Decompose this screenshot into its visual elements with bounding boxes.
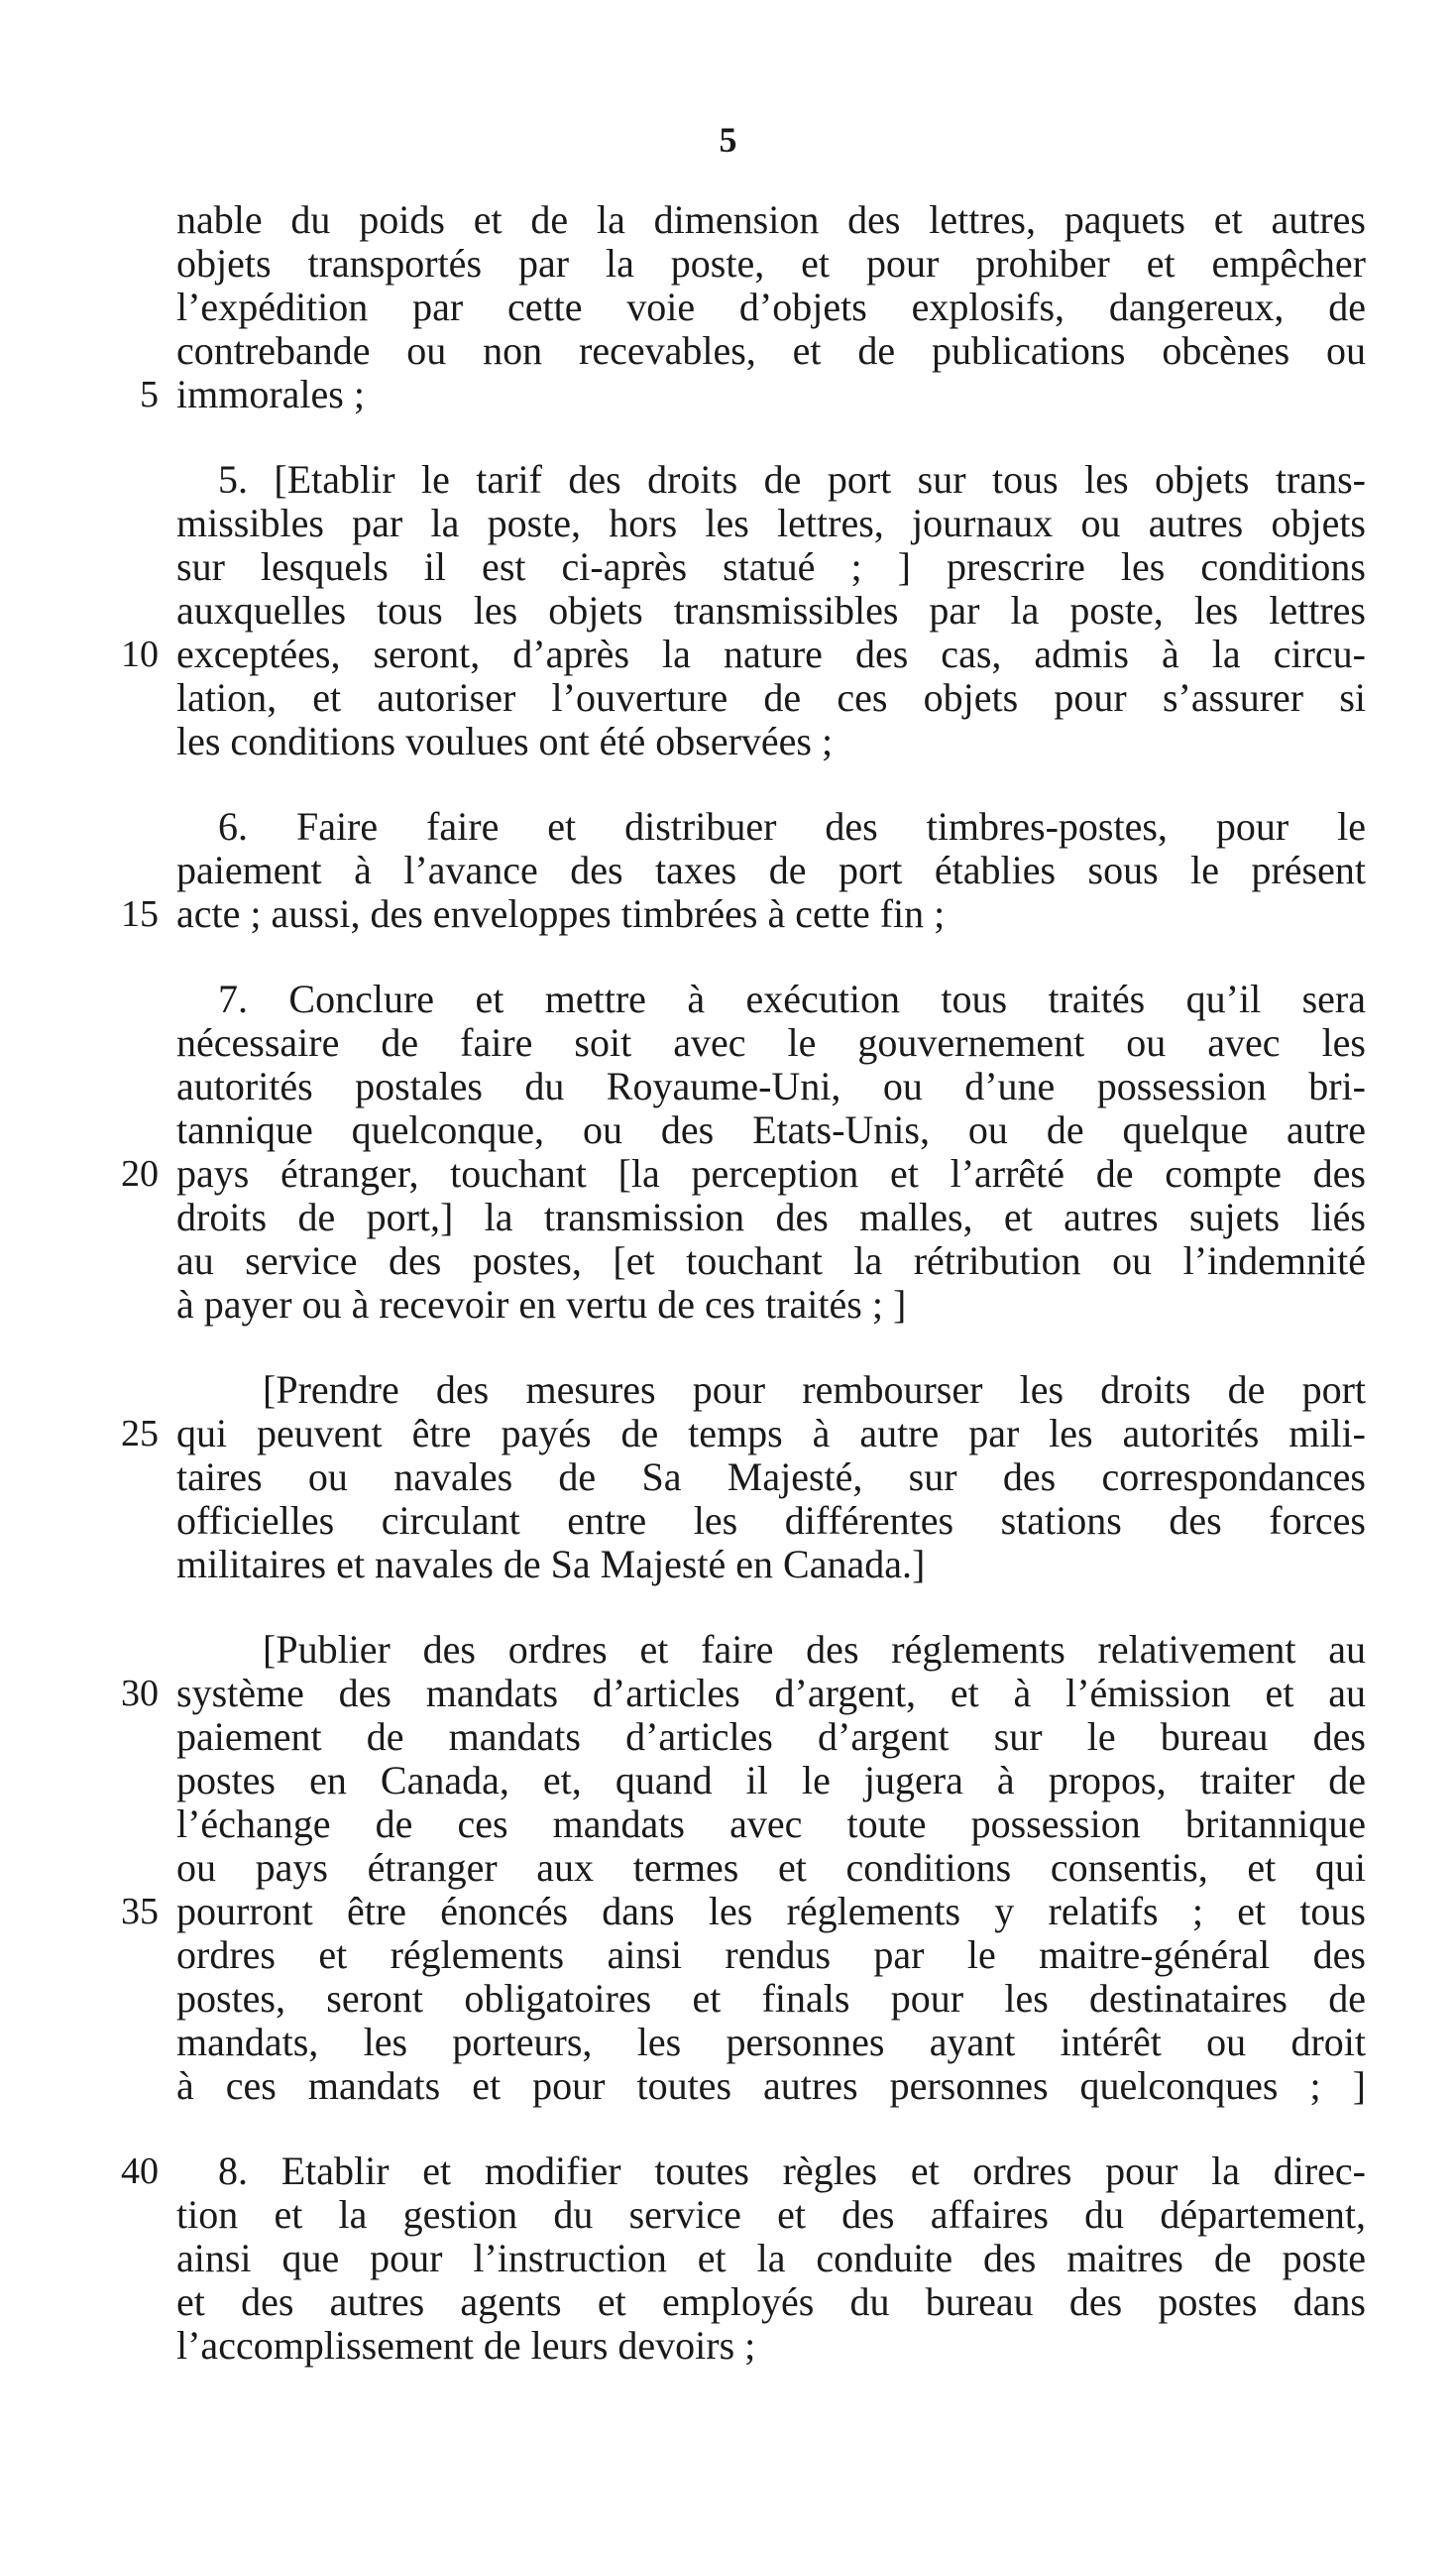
text-line: auxquelles tous les objets transmissibles par la poste, les lettres [176,588,1366,633]
text-line: sur lesquels il est ci-après statué ; ] prescrire les conditions [176,544,1366,589]
text-line: officielles circulant entre les différentes stations des forces [176,1498,1366,1543]
text-line: 6. Faire faire et distribuer des timbres-postes, pour le [218,804,1366,849]
text-line: pays étranger, touchant [la perception et l’arrêté de compte des [176,1151,1366,1196]
line-number: 20 [121,1153,159,1195]
line-number: 40 [121,2150,159,2192]
text-line: [Prendre des mesures pour rembourser les droits de port [263,1367,1366,1412]
text-line: ainsi que pour l’instruction et la conduite des maitres de poste [176,2236,1366,2280]
line-number: 35 [121,1891,159,1932]
line-number: 25 [121,1413,159,1454]
text-line: missibles par la poste, hors les lettres, journaux ou autres objets [176,501,1366,545]
line-number: 10 [121,634,159,675]
text-line: 7. Conclure et mettre à exécution tous traités qu’il sera [218,977,1366,1021]
text-line: et des autres agents et employés du bureau des postes dans [176,2279,1366,2324]
text-line: postes, seront obligatoires et finals pour les destinataires de [176,1976,1366,2021]
text-line: exceptées, seront, d’après la nature des cas, admis à la circu- [176,632,1366,676]
text-line: à ces mandats et pour toutes autres personnes quelconques ; ] [176,2063,1366,2108]
text-line: contrebande ou non recevables, et de publications obcènes ou [176,328,1366,373]
text-line: à payer ou à recevoir en vertu de ces traités ; ] [176,1282,907,1327]
text-line: ou pays étranger aux termes et conditions consentis, et qui [176,1845,1366,1890]
text-line: nécessaire de faire soit avec le gouvernement ou avec les [176,1020,1366,1065]
text-line: pourront être énoncés dans les réglements y relatifs ; et tous [176,1889,1366,1933]
text-line: 5. [Etablir le tarif des droits de port sur tous les objets trans- [218,457,1366,502]
line-number: 30 [121,1673,159,1714]
text-line: paiement à l’avance des taxes de port établies sous le présent [176,848,1366,892]
text-line: au service des postes, [et touchant la rétribution ou l’indemnité [176,1238,1366,1283]
text-line: [Publier des ordres et faire des réglements relativement au [263,1627,1366,1672]
text-line: système des mandats d’articles d’argent, et à l’émission et au [176,1671,1366,1715]
page-number: 5 [719,120,737,160]
text-line: militaires et navales de Sa Majesté en Canada.] [176,1542,926,1586]
text-line: acte ; aussi, des enveloppes timbrées à cette fin ; [176,891,946,936]
text-line: 8. Etablir et modifier toutes règles et ordres pour la direc- [218,2148,1366,2193]
text-line: taires ou navales de Sa Majesté, sur des correspondances [176,1454,1366,1499]
text-line: l’expédition par cette voie d’objets explosifs, dangereux, de [176,285,1366,329]
text-line: tannique quelconque, ou des Etats-Unis, ou de quelque autre [176,1107,1366,1152]
text-line: l’échange de ces mandats avec toute possession britannique [176,1801,1366,1846]
text-line: mandats, les porteurs, les personnes ayant intérêt ou droit [176,2020,1366,2064]
text-line: droits de port,] la transmission des malles, et autres sujets liés [176,1195,1366,1239]
text-line: postes en Canada, et, quand il le jugera à propos, traiter de [176,1758,1366,1802]
text-line: autorités postales du Royaume-Uni, ou d’une possession bri- [176,1064,1366,1108]
text-line: objets transportés par la poste, et pour prohiber et empêcher [176,241,1366,286]
text-line: lation, et autoriser l’ouverture de ces objets pour s’assurer si [176,675,1366,720]
text-line: les conditions voulues ont été observées ; [176,719,834,763]
line-number: 15 [121,893,159,935]
text-line: nable du poids et de la dimension des lettres, paquets et autres [176,197,1366,242]
text-line: qui peuvent être payés de temps à autre par les autorités mili- [176,1411,1366,1455]
line-number: 5 [140,374,159,415]
text-line: paiement de mandats d’articles d’argent sur le bureau des [176,1714,1366,1759]
text-line: immorales ; [176,372,365,416]
text-line: l’accomplissement de leurs devoirs ; [176,2323,756,2368]
text-line: ordres et réglements ainsi rendus par le maitre-général des [176,1932,1366,1977]
text-line: tion et la gestion du service et des affaires du département, [176,2192,1366,2237]
